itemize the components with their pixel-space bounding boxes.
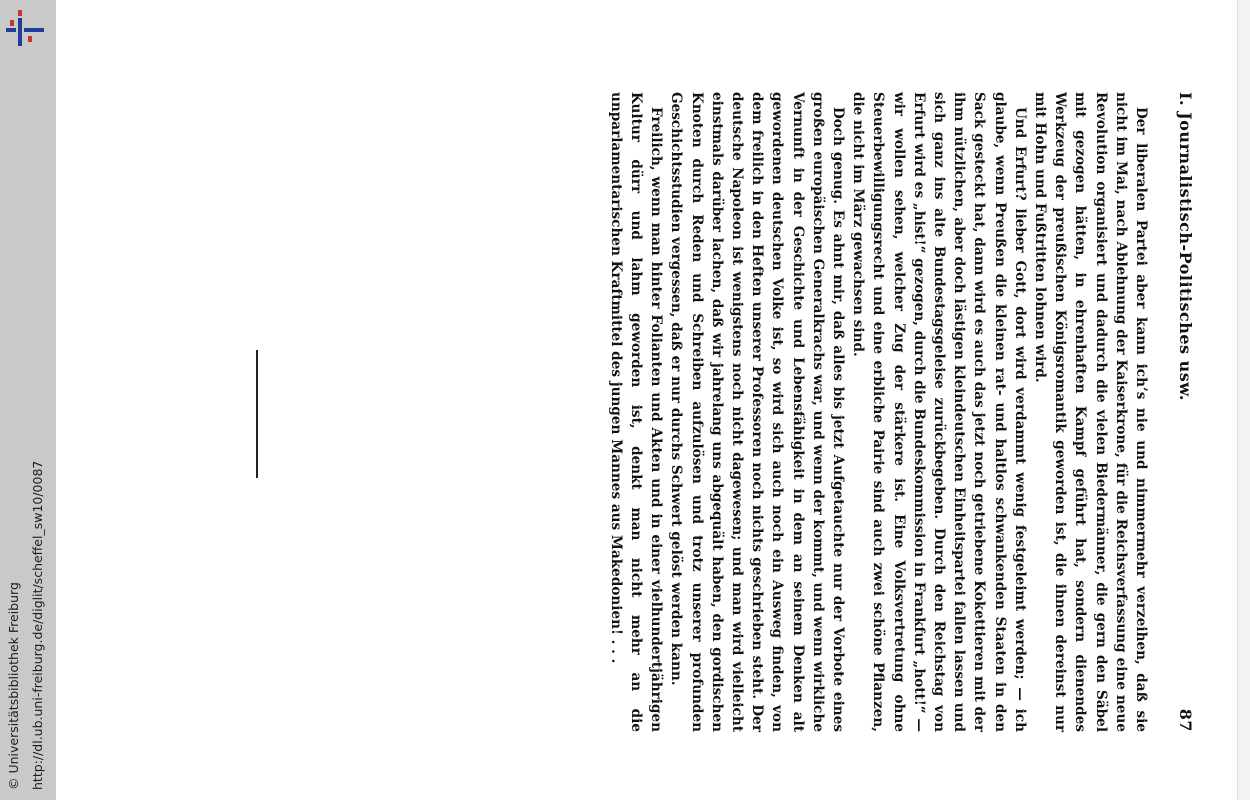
scan-edge	[1237, 0, 1250, 800]
copyright-notice: © Universitätsbibliothek Freiburg	[6, 582, 21, 790]
page-body	[606, 92, 1151, 732]
viewer-sidebar	[0, 0, 56, 800]
paragraph: Freilich, wenn man hinter Folianten und Akten und in einer vielhundertjährigen Kultur dürr und lahm geworden ist, denkt man nicht mehr an die unparlamentarischen Kraftmittel des jungen Mannes aus Makedonien! . . .	[607, 92, 665, 732]
paragraph: Der liberalen Partei aber kann ich’s nie und nimmermehr verzeihen, daß sie nicht im Mai, nach Ablehnung der Kaiserkrone, für die Reichsverfassung eine neue Revolution organisiert und dadurch die vielen Biedermänner, die gern den Säbel mit gezogen hätten, in ehrenhaften Kampf geführt hat, sondern dienendes Werkzeug der preußischen Königsromantik geworden ist, die ihnen dereinst nur mit Hohn und Fußtritten lohnen wird.	[1031, 92, 1149, 732]
paragraph: Doch genug. Es ahnt mir, daß alles bis jetzt Aufgetauchte nur der Vorbote eines großen europäischen Generalkrachs war, und wenn der kommt, und wenn wirkliche Vernunft in der Geschichte und Lebensfähigkeit in dem an seinem Denken alt gewordenen deutschen Volke ist, so wird sich auch noch ein Ausweg finden, von dem freilich in den Heften unserer Professoren noch nichts geschrieben steht. Der deutsche Napoleon ist wenigstens noch nicht dagewesen; und man wird vielleicht einstmals darüber lachen, daß wir jahrelang uns abgequält haben, den gordischen Knoten durch Reden und Schreiben aufzulösen und trotz unserer profunden Geschichtsstudien vergessen, daß er nur durchs Schwert gelöst werden kann.	[668, 92, 846, 732]
running-head: I. Journalistisch-Politisches usw.	[1176, 92, 1195, 401]
page-number: 87	[1176, 708, 1195, 732]
scanned-page	[325, 92, 1195, 732]
page-header	[1169, 92, 1195, 732]
section-rule	[256, 350, 258, 478]
source-url[interactable]: http://dl.ub.uni-freiburg.de/diglit/scheffel_sw10/0087	[30, 460, 45, 790]
university-library-logo-icon[interactable]	[4, 8, 46, 48]
paragraph: Und Erfurt? lieber Gott, dort wird verdammt wenig festgeleimt werden; — ich glaube, wenn Preußen die kleinen rat- und haltlos schwankenden Staaten in den Sack gesteckt hat, dann wird es auch das jetzt noch getriebene Kokettieren mit der ihm nützlichen, aber doch lästigen kleindeutschen Einheitspartei fallen lassen und sich ganz ins alte Bundestagsgeleise zurückbegeben. Durch den Reichstag von Erfurt wird es „hist!“ gezogen, durch die Bundeskommission in Frankfurt „hott!“ — wir wollen sehen, welcher Zug der stärkere ist. Eine Volksvertretung ohne Steuerbewilligungsrecht und eine erbliche Pairie sind auch zwei schöne Pflanzen, die nicht im März gewachsen sind.	[850, 92, 1028, 732]
